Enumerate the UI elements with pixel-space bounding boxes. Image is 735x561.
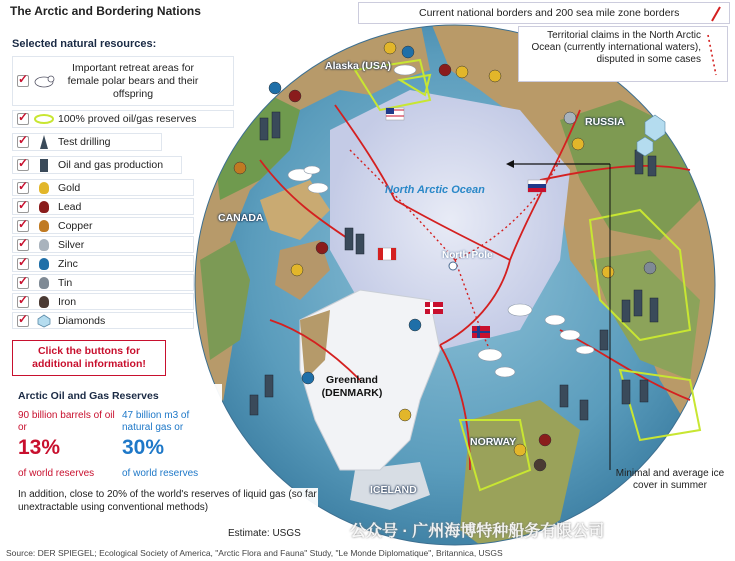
- lead-icon: [39, 201, 49, 213]
- legend-item-oil-gas-production[interactable]: [12, 156, 182, 174]
- gas-world-reserves: of world reserves: [122, 468, 199, 479]
- checkbox[interactable]: [17, 75, 29, 87]
- legend-heading: Selected natural resources:: [12, 38, 157, 50]
- silver-icon: [39, 239, 49, 251]
- legend-item-oil-gas-reserves[interactable]: [12, 110, 234, 128]
- watermark: 公众号 · 广州海博特种船务有限公司: [350, 523, 605, 540]
- info-callout[interactable]: Click the buttons for additional information!: [12, 340, 166, 376]
- oil-production-rig-icon: [33, 157, 55, 173]
- gas-percentage: 30%: [122, 436, 165, 459]
- claims-legend: [518, 26, 728, 82]
- checkbox[interactable]: [17, 296, 29, 308]
- legend-item-lead[interactable]: [12, 198, 194, 215]
- iron-icon: [39, 296, 49, 308]
- legend-item-tin[interactable]: [12, 274, 194, 291]
- label-north-arctic-ocean: North Arctic Ocean: [385, 184, 485, 196]
- oil-amount: 90 billion barrels of oil or: [18, 410, 115, 433]
- checkbox[interactable]: [17, 315, 29, 327]
- checkbox[interactable]: [17, 159, 29, 171]
- map-title: The Arctic and Bordering Nations: [10, 4, 201, 18]
- legend-label: Tin: [58, 276, 73, 289]
- legend-label: 100% proved oil/gas reserves: [58, 113, 197, 125]
- ice-cover-label: Minimal and average ice cover in summer: [615, 468, 725, 491]
- dotted-claim-line-icon: [705, 33, 719, 77]
- red-border-line-icon: [709, 6, 723, 22]
- diamond-icon: [33, 313, 55, 329]
- oil-reserve-outline-icon: [33, 111, 55, 127]
- tin-icon: [39, 277, 49, 289]
- label-alaska[interactable]: Alaska (USA): [325, 60, 391, 72]
- gas-amount: 47 billion m3 of natural gas or: [122, 410, 190, 433]
- checkbox[interactable]: [17, 136, 29, 148]
- checkbox[interactable]: [17, 182, 29, 194]
- legend-label: Oil and gas production: [58, 159, 164, 171]
- oil-gas-heading: Arctic Oil and Gas Reserves: [18, 390, 159, 402]
- legend-label: Copper: [58, 219, 93, 232]
- gold-icon: [39, 182, 49, 194]
- zinc-icon: [39, 258, 49, 270]
- legend-item-test-drilling[interactable]: [12, 133, 162, 151]
- oil-world-reserves: of world reserves: [18, 468, 95, 479]
- border-legend: [358, 2, 730, 24]
- border-legend-label: Current national borders and 200 sea mile zone borders: [419, 7, 680, 19]
- label-norway[interactable]: NORWAY: [470, 436, 517, 448]
- legend-item-iron[interactable]: [12, 293, 194, 310]
- legend-item-zinc[interactable]: [12, 255, 194, 272]
- claims-legend-label: Territorial claims in the North Arctic Ocean (currently international waters), disputed in some cases: [531, 30, 701, 65]
- label-iceland[interactable]: ICELAND: [370, 484, 417, 496]
- checkbox[interactable]: [17, 113, 29, 125]
- legend-item-gold[interactable]: [12, 179, 194, 196]
- label-north-pole: North Pole: [442, 250, 493, 261]
- checkbox[interactable]: [17, 201, 29, 213]
- legend-label: Lead: [58, 200, 82, 213]
- liquid-gas-note: In addition, close to 20% of the world's reserves of liquid gas (so far unextractable using conventional methods): [18, 489, 317, 513]
- test-drilling-icon: [33, 134, 55, 150]
- estimate-source: Estimate: USGS: [228, 528, 301, 539]
- oil-gas-panel: [12, 384, 222, 488]
- legend-label: Test drilling: [58, 136, 111, 148]
- polar-bear-icon: [33, 73, 55, 89]
- legend-label: Silver: [58, 238, 85, 251]
- label-russia[interactable]: RUSSIA: [585, 116, 625, 128]
- label-greenland[interactable]: Greenland (DENMARK): [321, 374, 383, 399]
- checkbox[interactable]: [17, 239, 29, 251]
- source-credit: Source: DER SPIEGEL; Ecological Society of America, "Arctic Flora and Fauna" Study, "Le Monde Diplomatique", Britannica, USGS: [6, 548, 503, 558]
- legend-item-polar-bears[interactable]: [12, 56, 234, 106]
- checkbox[interactable]: [17, 220, 29, 232]
- checkbox[interactable]: [17, 277, 29, 289]
- legend-label: Diamonds: [58, 314, 106, 327]
- legend-label: Important retreat areas for female polar bears and their offspring: [67, 61, 199, 100]
- legend-item-copper[interactable]: [12, 217, 194, 234]
- legend-label: Iron: [58, 295, 77, 308]
- label-canada[interactable]: CANADA: [218, 212, 264, 224]
- legend-label: Gold: [58, 181, 81, 194]
- legend-item-silver[interactable]: [12, 236, 194, 253]
- legend-label: Zinc: [58, 257, 78, 270]
- checkbox[interactable]: [17, 258, 29, 270]
- copper-icon: [39, 220, 49, 232]
- legend-item-diamonds[interactable]: [12, 312, 194, 329]
- oil-percentage: 13%: [18, 436, 61, 459]
